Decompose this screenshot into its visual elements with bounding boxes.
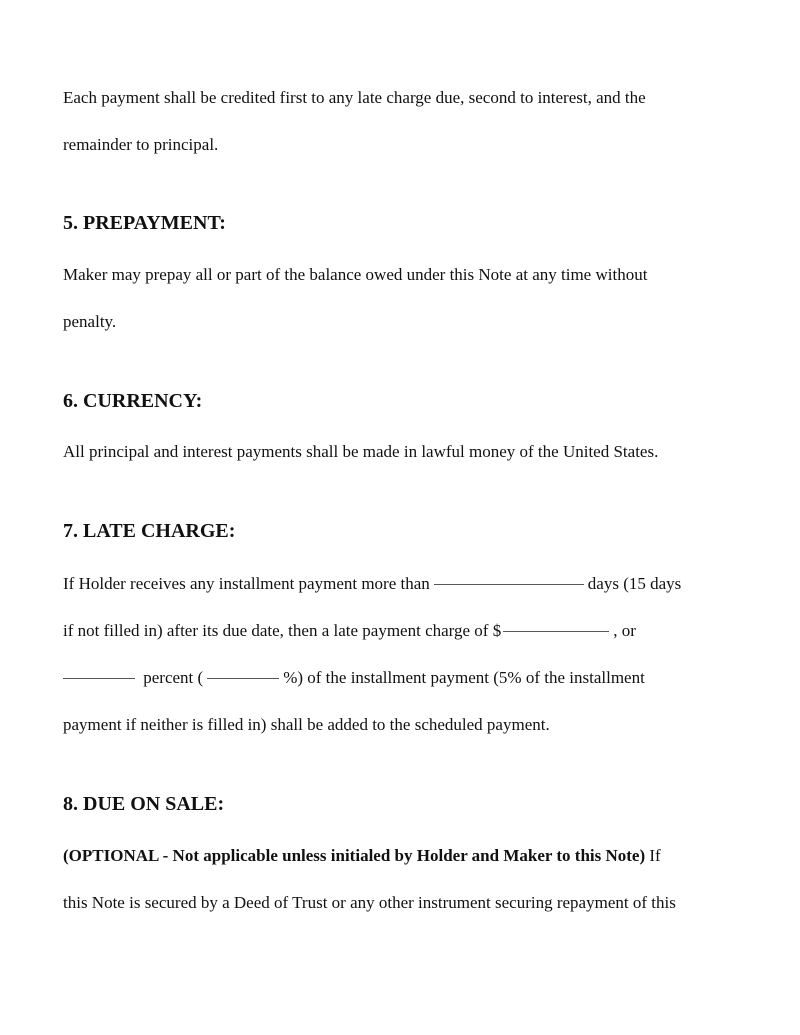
text-fragment: If Holder receives any installment payment more than: [63, 574, 430, 593]
percent-words-blank-field[interactable]: [63, 677, 135, 679]
paragraph-line: Each payment shall be credited first to any late charge due, second to interest, and the: [63, 88, 646, 107]
section-heading-prepayment: 5. PREPAYMENT:: [63, 212, 226, 234]
paragraph-line: [63, 620, 636, 642]
paragraph-line: [63, 845, 661, 867]
late-charge-amount-blank-field[interactable]: [503, 630, 609, 632]
days-blank-field[interactable]: [434, 583, 584, 585]
paragraph-line: [63, 667, 645, 689]
percent-number-blank-field[interactable]: [207, 677, 279, 679]
text-fragment: percent (: [143, 668, 204, 687]
paragraph-line: remainder to principal.: [63, 135, 219, 154]
optional-notice: (OPTIONAL - Not applicable unless initialed by Holder and Maker to this Note): [63, 846, 646, 865]
paragraph-line: payment if neither is filled in) shall be added to the scheduled payment.: [63, 715, 550, 734]
paragraph-line: All principal and interest payments shall be made in lawful money of the United States.: [63, 442, 659, 461]
section-heading-due-on-sale: 8. DUE ON SALE:: [63, 793, 225, 815]
text-fragment: %) of the installment payment (5% of the installment: [283, 668, 645, 687]
text-fragment: days (15 days: [587, 574, 682, 593]
section-heading-currency: 6. CURRENCY:: [63, 390, 203, 412]
text-fragment: , or: [613, 621, 636, 640]
text-fragment: If: [645, 846, 661, 865]
paragraph-line: [63, 573, 681, 595]
paragraph-line: Maker may prepay all or part of the balance owed under this Note at any time without: [63, 265, 648, 284]
section-heading-late-charge: 7. LATE CHARGE:: [63, 520, 236, 542]
paragraph-line: this Note is secured by a Deed of Trust or any other instrument securing repayment of this: [63, 893, 676, 912]
text-fragment: if not filled in) after its due date, then a late payment charge of $: [63, 621, 502, 640]
paragraph-line: penalty.: [63, 312, 117, 331]
